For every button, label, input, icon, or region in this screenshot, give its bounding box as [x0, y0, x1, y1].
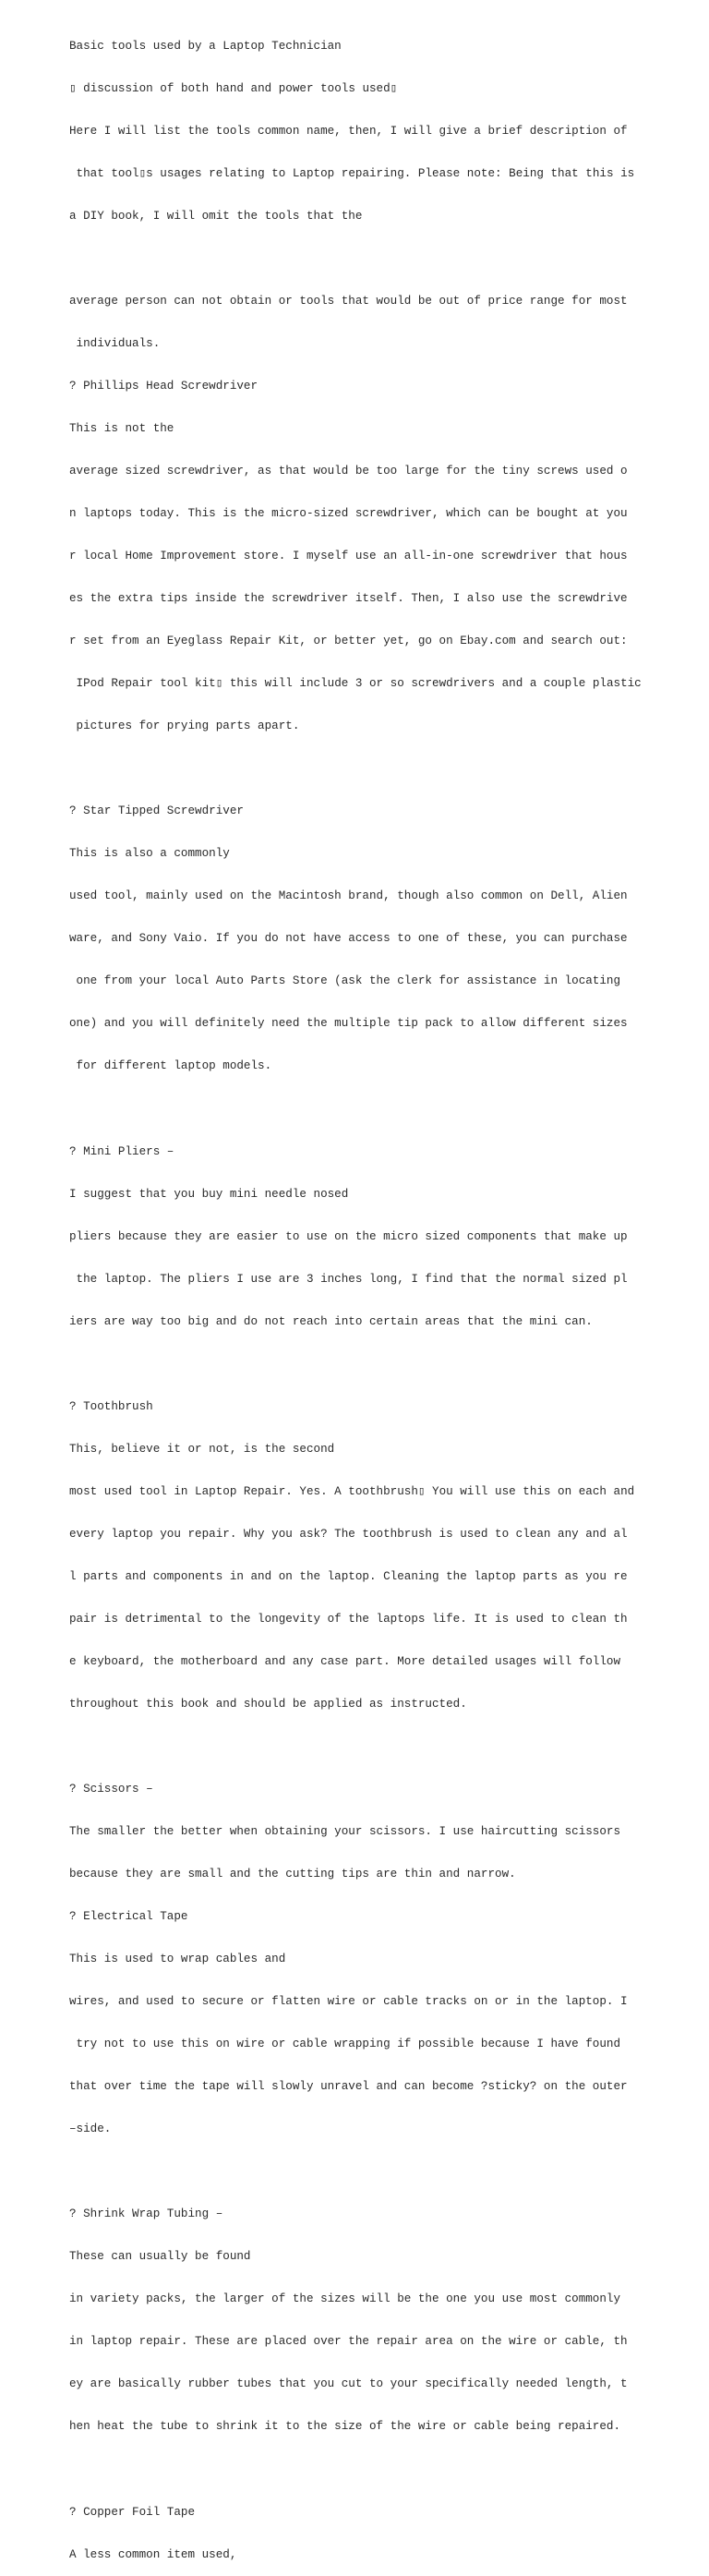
text-line: try not to use this on wire or cable wrapping if possible because I have found [69, 2038, 621, 2051]
blank-line [69, 252, 697, 266]
text-line: A less common item used, [69, 2547, 237, 2561]
section-heading: ? Electrical Tape [69, 1910, 188, 1924]
section-heading: ? Star Tipped Screwdriver [69, 804, 244, 818]
section-heading: ? Scissors – [69, 1782, 153, 1796]
text-line: throughout this book and should be applied as instructed. [69, 1697, 467, 1711]
text-line: This is not the [69, 421, 174, 435]
document-page [69, 11, 697, 2576]
text-line: average person can not obtain or tools that would be out of price range for most [69, 294, 628, 308]
text-line: These can usually be found [69, 2250, 251, 2264]
text-line: IPod Repair tool kit▯ this will include 3 or so screwdrivers and a couple plastic [69, 677, 642, 691]
text-line: This is used to wrap cables and [69, 1953, 286, 1966]
text-line: in laptop repair. These are placed over the repair area on the wire or cable, th [69, 2335, 628, 2349]
text-line: one) and you will definitely need the multiple tip pack to allow different sizes [69, 1017, 628, 1031]
text-line: average sized screwdriver, as that would be too large for the tiny screws used o [69, 465, 628, 478]
text-line: pictures for prying parts apart. [69, 720, 300, 733]
text-line: e keyboard, the motherboard and any case part. More detailed usages will follow [69, 1654, 621, 1668]
blank-line [69, 1358, 697, 1372]
blank-line [69, 762, 697, 776]
text-line: r set from an Eyeglass Repair Kit, or better yet, go on Ebay.com and search out: [69, 635, 628, 648]
text-line: a DIY book, I will omit the tools that the [69, 209, 363, 223]
text-line: r local Home Improvement store. I myself use an all-in-one screwdriver that hous [69, 550, 628, 563]
text-line: Here I will list the tools common name, then, I will give a brief description of [69, 124, 628, 138]
text-line: the laptop. The pliers I use are 3 inches long, I find that the normal sized pl [69, 1272, 628, 1286]
text-line: one from your local Auto Parts Store (ask the clerk for assistance in locating [69, 974, 621, 988]
section-heading: ? Toothbrush [69, 1399, 153, 1413]
text-line: I suggest that you buy mini needle nosed [69, 1187, 349, 1201]
text-line: es the extra tips inside the screwdriver itself. Then, I also use the screwdrive [69, 592, 628, 606]
text-line: l parts and components in and on the laptop. Cleaning the laptop parts as you re [69, 1569, 628, 1583]
text-line: wires, and used to secure or flatten wire or cable tracks on or in the laptop. I [69, 1995, 628, 2009]
text-line: individuals. [69, 336, 161, 350]
section-heading: ? Copper Foil Tape [69, 2505, 196, 2519]
section-heading: ? Mini Pliers – [69, 1144, 174, 1158]
section-heading: ? Shrink Wrap Tubing – [69, 2207, 223, 2221]
blank-line [69, 1740, 697, 1754]
text-line: ey are basically rubber tubes that you cut to your specifically needed length, t [69, 2377, 628, 2391]
section-heading: ? Phillips Head Screwdriver [69, 379, 258, 393]
text-line: for different laptop models. [69, 1059, 272, 1073]
text-line: –side. [69, 2122, 112, 2136]
text-line: every laptop you repair. Why you ask? The toothbrush is used to clean any and al [69, 1527, 628, 1541]
text-line: The smaller the better when obtaining your scissors. I use haircutting scissors [69, 1825, 621, 1838]
text-line: that over time the tape will slowly unravel and can become ?sticky? on the outer [69, 2080, 628, 2094]
text-line: pliers because they are easier to use on the micro sized components that make up [69, 1229, 628, 1243]
text-line: pair is detrimental to the longevity of the laptops life. It is used to clean th [69, 1612, 628, 1626]
text-line: This is also a commonly [69, 847, 230, 861]
text-line: ware, and Sony Vaio. If you do not have access to one of these, you can purchase [69, 932, 628, 946]
text-line: that tool▯s usages relating to Laptop repairing. Please note: Being that this is [69, 166, 635, 180]
text-line: used tool, mainly used on the Macintosh brand, though also common on Dell, Alien [69, 889, 628, 903]
text-line: hen heat the tube to shrink it to the size of the wire or cable being repaired. [69, 2420, 621, 2434]
text-line: in variety packs, the larger of the sizes will be the one you use most commonly [69, 2292, 621, 2306]
text-line: because they are small and the cutting tips are thin and narrow. [69, 1868, 516, 1881]
text-line: most used tool in Laptop Repair. Yes. A toothbrush▯ You will use this on each and [69, 1484, 635, 1498]
blank-line [69, 2165, 697, 2179]
text-line: Basic tools used by a Laptop Technician [69, 39, 342, 53]
text-line: n laptops today. This is the micro-sized screwdriver, which can be bought at you [69, 507, 628, 521]
blank-line [69, 2462, 697, 2476]
text-line: ▯ discussion of both hand and power tools used▯ [69, 81, 398, 95]
blank-line [69, 1102, 697, 1116]
text-line: This, believe it or not, is the second [69, 1442, 335, 1456]
text-line: iers are way too big and do not reach into certain areas that the mini can. [69, 1314, 593, 1328]
